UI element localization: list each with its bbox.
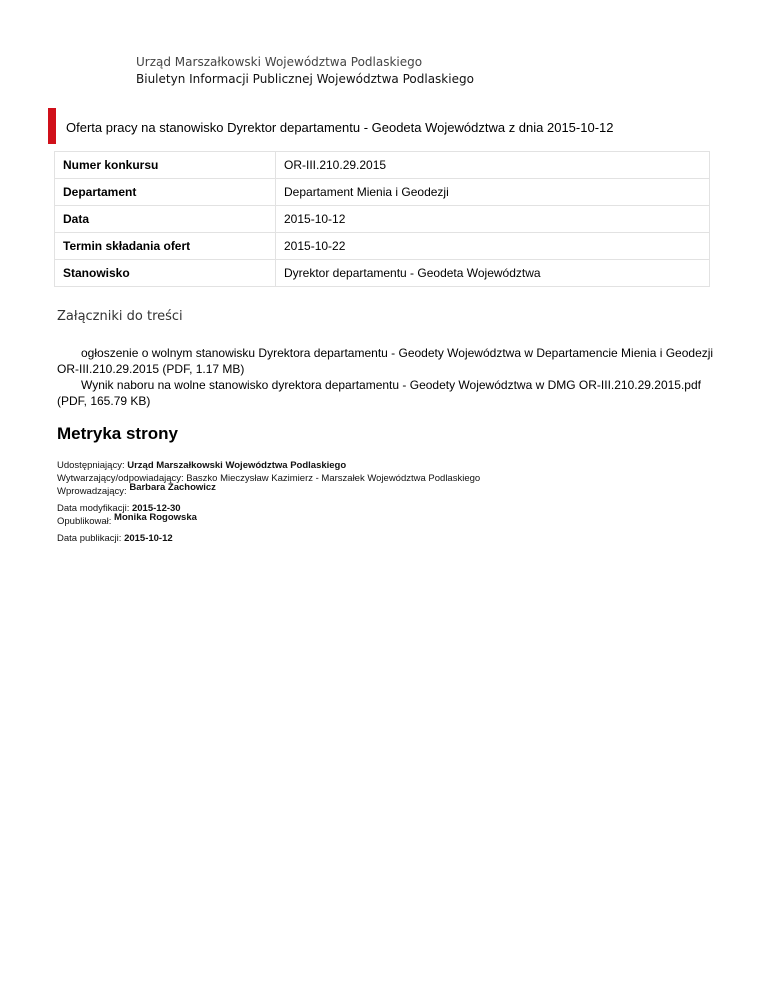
- site-header: [136, 54, 474, 88]
- meta-label: Data publikacji:: [57, 533, 122, 544]
- attachment-link[interactable]: ogłoszenie o wolnym stanowisku Dyrektora departamentu - Geodety Województwa w Departamencie Mienia i Geodezji OR-III.210.29.2015 (PDF, 1.17 MB): [57, 346, 714, 376]
- metryka-heading: Metryka strony: [57, 424, 178, 443]
- detail-value: 2015-10-12: [276, 206, 710, 233]
- detail-label: Departament: [55, 179, 276, 206]
- meta-row-wprowadzajacy: [57, 482, 480, 502]
- table-row: [55, 206, 710, 233]
- attachment-link[interactable]: Wynik naboru na wolne stanowisko dyrektora departamentu - Geodety Województwa w DMG OR-III.210.29.2015.pdf (PDF, 165.79 KB): [57, 378, 701, 408]
- offer-title-bar: [48, 108, 708, 146]
- meta-label: Wytwarzający/odpowiadający:: [57, 473, 184, 484]
- meta-label: Opublikował:: [57, 516, 112, 527]
- meta-value: 2015-10-12: [124, 533, 173, 544]
- detail-value: 2015-10-22: [276, 233, 710, 260]
- meta-value: 2015-12-30: [131, 503, 181, 514]
- meta-row-wytwarzajacy: [57, 472, 480, 485]
- meta-value: Baszko Mieczysław Kazimierz - Marszałek Województwa Podlaskiego: [186, 473, 481, 484]
- detail-label: Termin składania ofert: [55, 233, 276, 260]
- table-row: [55, 260, 710, 287]
- meta-row-publikacja: [57, 532, 480, 545]
- meta-value: Urząd Marszałkowski Województwa Podlaskiego: [127, 460, 347, 471]
- table-row: [55, 152, 710, 179]
- attachments-heading: Załączniki do treści: [57, 309, 183, 324]
- page-title: Oferta pracy na stanowisko Dyrektor departamentu - Geodeta Województwa z dnia 2015-10-12: [66, 120, 614, 135]
- detail-label: Data: [55, 206, 276, 233]
- table-row: [55, 233, 710, 260]
- detail-value: Dyrektor departamentu - Geodeta Województwa: [276, 260, 710, 287]
- table-row: [55, 179, 710, 206]
- meta-row-udostepniajacy: [57, 459, 480, 472]
- meta-value: Monika Rogowska: [114, 512, 197, 523]
- detail-value: Departament Mienia i Geodezji: [276, 179, 710, 206]
- meta-label: Data modyfikacji:: [57, 503, 130, 514]
- meta-value: Barbara Zachowicz: [129, 482, 216, 493]
- page-metadata: [57, 459, 480, 545]
- detail-value: OR-III.210.29.2015: [276, 152, 710, 179]
- offer-details-table: [54, 151, 710, 287]
- meta-label: Wprowadzający:: [57, 486, 127, 497]
- meta-row-opublikowal: [57, 512, 480, 532]
- meta-label: Udostępniający:: [57, 460, 125, 471]
- title-accent-bar: [48, 108, 56, 144]
- detail-label: Numer konkursu: [55, 152, 276, 179]
- bip-name: Biuletyn Informacji Publicznej Województwa Podlaskiego: [136, 72, 474, 86]
- attachments-list: [57, 345, 717, 409]
- detail-label: Stanowisko: [55, 260, 276, 287]
- organization-name: Urząd Marszałkowski Województwa Podlaskiego: [136, 55, 423, 69]
